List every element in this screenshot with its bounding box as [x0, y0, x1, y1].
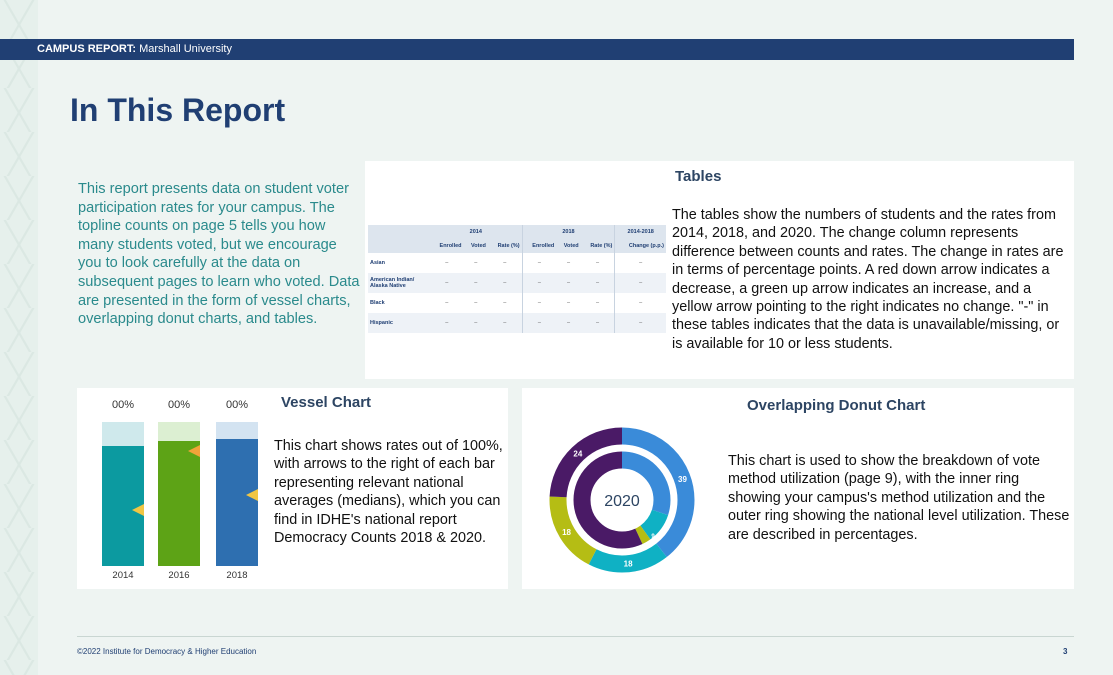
footer-copyright: ©2022 Institute for Democracy & Higher Education: [77, 647, 257, 656]
table-cell: –: [445, 260, 449, 266]
vessel-bar-fill: [158, 441, 200, 566]
table-cell: –: [581, 273, 615, 293]
outer-ring-label: 24: [573, 449, 583, 459]
table-cell: –: [488, 313, 522, 333]
table-cell: –: [556, 273, 580, 293]
table-group-header: 2018: [522, 225, 615, 239]
table-cell: –: [581, 313, 615, 333]
table-cell: –: [615, 313, 666, 333]
vessel-bar-percent: 00%: [167, 399, 191, 411]
table-row-label: Hispanic: [368, 313, 430, 333]
campus-name: Marshall University: [136, 43, 232, 55]
table-cell: –: [639, 300, 643, 306]
outer-ring-label: 39: [678, 475, 687, 485]
table-group-header: 2014-2018: [615, 225, 666, 239]
table-row: [368, 313, 666, 333]
vessel-bar-percent: 00%: [225, 399, 249, 411]
vessel-bar-fill: [216, 439, 258, 566]
vessel-chart-panel: [77, 388, 508, 589]
campus-report-bar: [0, 39, 1074, 60]
donut-center-year: 2020: [604, 493, 640, 510]
table-cell: –: [615, 273, 666, 293]
table-cell: –: [556, 313, 580, 333]
table-cell: –: [639, 260, 643, 266]
table-cell: –: [488, 273, 522, 293]
table-cell: –: [474, 300, 478, 306]
table-row: [368, 273, 666, 293]
report-label: CAMPUS REPORT:: [37, 43, 137, 55]
table-cell: –: [464, 273, 488, 293]
table-group-header: 2014: [430, 225, 522, 239]
donut-description: This chart is used to show the breakdown of vote method utilization (page 9), with the inner ring showing your campus's method utilization and the outer ring showing the national level utilization. These are described in percentages.: [728, 453, 1070, 543]
page-title: In This Report: [70, 92, 286, 128]
table-cell: –: [430, 313, 464, 333]
donut-chart-panel: [522, 388, 1074, 589]
table-row: [368, 253, 666, 273]
donut-heading: Overlapping Donut Chart: [747, 397, 926, 414]
intro-paragraph: This report presents data on student voter participation rates for your campus. The topline counts on page 5 tells you how many students voted, but we encourage you to look carefully at the data on subsequent pages to learn who voted. Data are presented in the form of vessel charts, overlapping donut charts, and tables.: [78, 181, 360, 328]
table-row-label: American Indian/ Alaska Native: [368, 273, 430, 293]
table-col-header: Enrolled: [430, 239, 464, 253]
national-median-arrow-icon: [246, 489, 258, 501]
tables-heading: Tables: [675, 168, 722, 185]
table-col-header: Change (p.p.): [615, 239, 666, 253]
table-cell: –: [474, 260, 478, 266]
table-cell: –: [581, 253, 615, 273]
vessel-bar-year: 2016: [168, 570, 190, 581]
table-row-label: Black: [370, 300, 385, 306]
tables-description: The tables show the numbers of students and the rates from 2014, 2018, and 2020. The change column represents difference between counts and rates. The change in rates are in terms of percentage points. A red down arrow indicates a decrease, a green up arrow indicates an increase, and a yellow arrow pointing to the right indicates no change. "-" in these tables indicates that the data is unavailable/missing, or is available for 10 or less students.: [672, 207, 1064, 352]
tables-panel: [365, 161, 1074, 379]
table-cell: –: [581, 293, 615, 313]
national-median-arrow-icon: [188, 445, 200, 457]
sample-table: [368, 225, 666, 333]
vessel-heading: Vessel Chart: [281, 394, 372, 411]
inner-ring-label: 9: [651, 534, 655, 540]
overlapping-donut-chart: [548, 426, 696, 574]
table-cell: –: [464, 313, 488, 333]
table-cell: –: [522, 273, 556, 293]
page-number: 3: [1063, 647, 1068, 656]
vessel-bar-2016: [158, 422, 200, 566]
vessel-bar-2014: [102, 422, 144, 566]
table-cell: –: [488, 253, 522, 273]
national-median-arrow-icon: [132, 504, 144, 516]
vessel-bar-year: 2018: [226, 570, 248, 581]
table-col-header: Voted: [464, 239, 488, 253]
vessel-description: This chart shows rates out of 100%, with arrows to the right of each bar representing relevant national averages (medians), which you can find in IDHE's national report Democracy Counts 2018 & 2020.: [274, 438, 503, 547]
side-pattern: [0, 0, 38, 675]
table-cell: –: [566, 300, 570, 306]
table-cell: –: [522, 313, 556, 333]
table-cell: –: [537, 260, 541, 266]
table-cell: –: [488, 293, 522, 313]
table-cell: –: [445, 300, 449, 306]
vessel-bar-percent: 00%: [111, 399, 135, 411]
table-row-label: Asian: [370, 260, 385, 266]
table-col-header: Voted: [556, 239, 580, 253]
outer-ring-label: 18: [623, 559, 633, 569]
table-cell: –: [566, 260, 570, 266]
table-col-header: Rate (%): [488, 239, 522, 253]
table-row: [368, 293, 666, 313]
vessel-bar-year: 2014: [112, 570, 134, 581]
table-cell: –: [537, 300, 541, 306]
outer-ring-label: 18: [562, 528, 572, 537]
table-cell: –: [430, 273, 464, 293]
table-col-header: Rate (%): [581, 239, 615, 253]
footer-divider: [77, 636, 1074, 637]
table-col-header: Enrolled: [522, 239, 556, 253]
